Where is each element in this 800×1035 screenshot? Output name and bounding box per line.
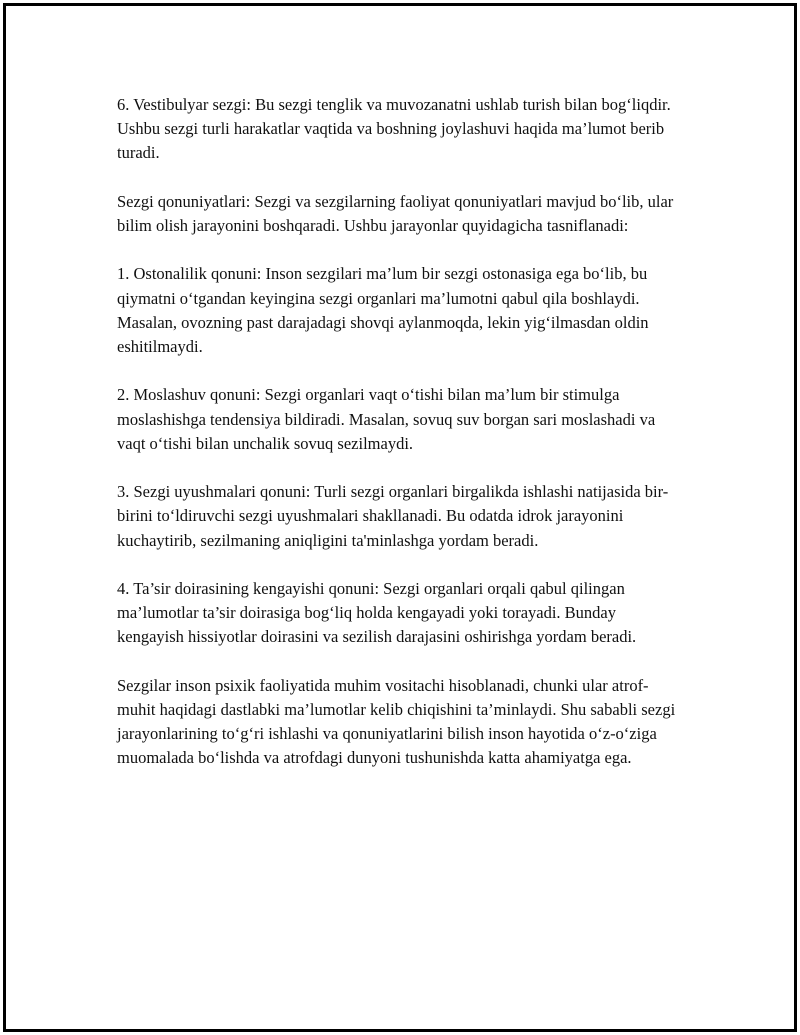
document-body xyxy=(117,93,687,795)
paragraph-conclusion: Sezgilar inson psixik faoliyatida muhim vositachi hisoblanadi, chunki ular atrof-muhit haqidagi dastlabki ma’lumotlar kelib chiqishini ta’minlaydi. Shu sababli sezgi jarayonlarining to‘g‘ri ishlashi va qonuniyatlarini bilish inson hayotida o‘z-o‘ziga muomalada bo‘lishda va atrofdagi dunyoni tushunishda katta ahamiyatga ega. xyxy=(117,675,676,768)
paragraph-sense-laws-intro: Sezgi qonuniyatlari: Sezgi va sezgilarning faoliyat qonuniyatlari mavjud bo‘lib, ular bilim olish jarayonini boshqaradi. Ushbu jarayonlar quyidagicha tasniflanadi: xyxy=(117,191,674,235)
paragraph-adaptation-law: 2. Moslashuv qonuni: Sezgi organlari vaqt o‘tishi bilan ma’lum bir stimulga moslashishga tendensiya bildiradi. Masalan, sovuq suv borgan sari moslashadi va vaqt o‘tishi bilan unchalik sovuq sezilmaydi. xyxy=(117,385,656,453)
paragraph-association-law: 3. Sezgi uyushmalari qonuni: Turli sezgi organlari birgalikda ishlashi natijasida bir-birini to‘ldiruvchi sezgi uyushmalari shakllanadi. Bu odatda idrok jarayonini kuchaytirib, sezilmaning aniqligini ta'minlashga yordam beradi. xyxy=(117,482,669,550)
paragraph-influence-range-law: 4. Ta’sir doirasining kengayishi qonuni: Sezgi organlari orqali qabul qilingan ma’lumotlar ta’sir doirasiga bog‘liq holda kengayadi yoki torayadi. Bunday kengayish hissiyotlar doirasini va sezilish darajasini oshirishga yordam beradi. xyxy=(117,578,637,647)
paragraph-vestibular-sense: 6. Vestibulyar sezgi: Bu sezgi tenglik va muvozanatni ushlab turish bilan bog‘liqdir. Ushbu sezgi turli harakatlar vaqtida va boshning joylashuvi haqida ma’lumot berib turadi. xyxy=(117,95,671,163)
paragraph-threshold-law: 1. Ostonalilik qonuni: Inson sezgilari ma’lum bir sezgi ostonasiga ega bo‘lib, bu qiymatni o‘tgandan keyingina sezgi organlari ma’lumotni qabul qila boshlaydi. Masalan, ovozning past darajadagi shovqi aylanmoqda, lekin yig‘ilmasdan oldin eshitilmaydi. xyxy=(117,264,649,356)
